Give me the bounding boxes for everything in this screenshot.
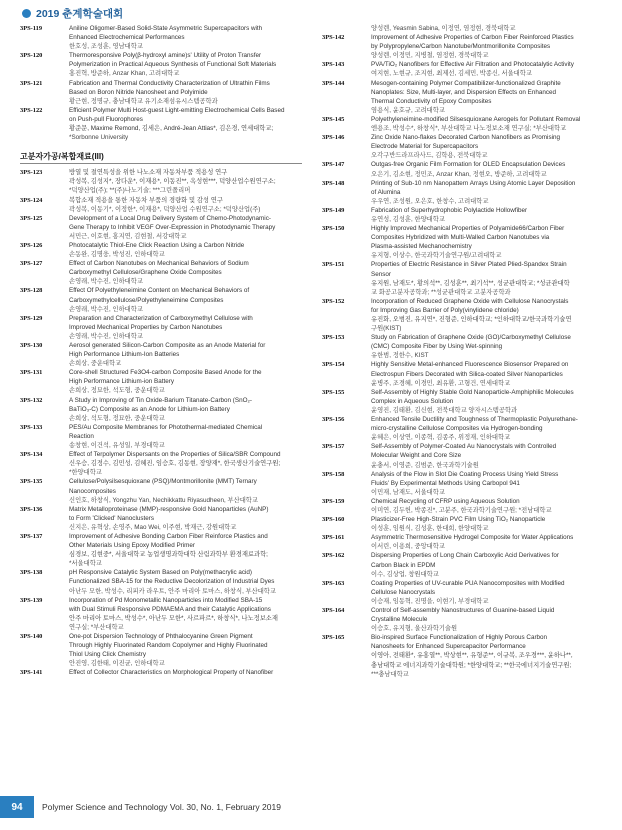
entry-body	[69, 596, 302, 632]
entry-line: 구원(KIST)	[371, 325, 402, 333]
entry-line: BaTiO₃-C) Composite as an Anode for Lithium-ion Battery	[69, 405, 230, 413]
abstract-entry	[322, 33, 604, 60]
entry-line: Thermoresponsive Poly(β-hydroxyl amine)s' Utility of Proton Transfer	[69, 52, 262, 60]
abstract-entry	[322, 415, 604, 442]
section-title: 고분자가공/복합재료(III)	[20, 151, 302, 164]
entry-line: 유진화, 오범진, 유지연*, 진형준, 인하대학교; *인하대학교/한국과학기술연	[371, 316, 572, 323]
entry-line: High Performance Lithium-ion Battery	[69, 378, 174, 386]
entry-line: Aniline Oligomer-Based Solid-State Asymmetric Supercapacitors with	[69, 25, 263, 32]
entry-line: micro-crystalline Cellulose Composites via Hydrogen-bonding	[371, 425, 543, 433]
entry-id: 3PS-149	[322, 206, 345, 214]
abstract-entry	[20, 24, 302, 51]
entry-line: Complex in Aqueous Solution	[371, 397, 454, 405]
entry-id: 3PS-127	[20, 260, 43, 268]
entry-body	[371, 160, 604, 178]
entry-line: Incorporation of Reduced Graphene Oxide with Cellulose Nanocrystals	[371, 297, 569, 305]
entry-id: 3PS-145	[322, 115, 345, 123]
entry-line: Sensor	[371, 270, 391, 278]
entry-id: 3PS-138	[20, 569, 43, 577]
entry-id: 3PS-128	[20, 287, 43, 295]
abstract-entry	[20, 168, 302, 195]
entry-id: 3PS-144	[322, 79, 345, 87]
entry-body	[69, 168, 302, 195]
entry-line: Molecular Weight and Core Size	[371, 452, 462, 460]
entry-id: 3PS-132	[20, 396, 43, 404]
entry-line: Plasma-assisted Mechanochemistry	[371, 243, 472, 251]
entry-line: 이미연, 김두헌, 박종진*, 고분주, 한국과학기술연구원; *전남대학교	[371, 506, 552, 514]
entry-line: 윤영진, 김태환, 김신현, 전북대학교 양자시스템공학과	[371, 406, 518, 414]
entry-line: 양성렌, 이정민, 지병철, 염정현, 경북대학교	[371, 52, 489, 60]
entry-line: One-pot Dispersion Technology of Phthalocyanine Green Pigment	[69, 633, 253, 640]
entry-line: 교 화공고분자공학과; **성균관대학교 고분자공학과	[371, 288, 511, 296]
entry-line: Functionalized SBA-15 for the Reductive Decolorization of Industrial Dyes	[69, 578, 275, 586]
abstract-entry	[20, 106, 302, 142]
abstract-entry	[322, 633, 604, 678]
entry-line: Cellulose Nanocrystals	[371, 588, 436, 596]
entry-line: Highly Improved Mechanical Properties of Polyamide66/Carbon Fiber	[371, 225, 565, 233]
entry-id: 3PS-123	[20, 169, 43, 177]
entry-id: 3PS-165	[322, 634, 345, 642]
entry-line: 연구실; *부산대학교	[69, 623, 124, 631]
entry-body	[371, 79, 604, 115]
entry-body	[371, 360, 604, 387]
entry-line: Mesogen-containing Polymer Compatibilizer-functionalized Graphite	[371, 79, 561, 87]
abstract-entry	[322, 260, 604, 296]
entry-line: to Form 'Clicked' Nanoclusters	[69, 514, 154, 522]
entry-id: 3PS-134	[20, 451, 43, 459]
entry-id: 3PS-140	[20, 633, 43, 640]
entry-line: 신인호, 하창식, Yongzhu Yan, Nechikkattu Riyasudheen, 부산대학교	[69, 496, 258, 504]
entry-line: 손희상, 정묘한, 석도형, 중운대학교	[69, 387, 165, 395]
entry-line: 손희상, 중운대학교	[69, 360, 122, 368]
entry-id: 3PS-130	[20, 342, 43, 349]
entry-line: Printing of Sub-10 nm Nanopattern Arrays Using Atomic Layer Deposition	[371, 179, 576, 187]
entry-line: 유연성, 김성훈, 한양대학교	[371, 215, 445, 223]
entry-body	[371, 206, 604, 224]
abstract-entry	[322, 497, 604, 515]
abstract-entry	[20, 532, 302, 568]
entry-line: Control of Self-assembly Nanostructures of Guanine-based Liquid	[371, 607, 555, 614]
entry-id: 3PS-125	[20, 214, 43, 222]
entry-line: Core-shell Structured Fe3O4-carbon Composite Based Anode for the	[69, 369, 262, 377]
entry-body	[69, 532, 302, 568]
entry-body	[69, 423, 302, 450]
entry-line: Efficient Polymer Multi Host-guest Light-emitting Electrochemical Cells Based	[69, 106, 285, 114]
abstract-entry	[20, 341, 302, 368]
entry-line: of Alumina	[371, 188, 401, 196]
entry-body	[371, 633, 604, 678]
entry-line: 손영래, 박수진, 인하대학교	[69, 332, 143, 340]
entry-body	[371, 533, 604, 551]
entry-id: 3PS-137	[20, 532, 43, 540]
page-number: 94	[0, 796, 34, 818]
entry-line: Enhanced Electrochemical Performances	[69, 34, 185, 42]
entry-body	[69, 214, 302, 241]
entry-line: 방열 및 절연특성을 위한 나노소재 자동차부품 적용성 연구	[69, 169, 228, 177]
abstract-entry	[322, 79, 604, 115]
abstract-entry	[322, 333, 604, 360]
abstract-entry	[20, 51, 302, 78]
entry-line: 안주 마리아 토마스, 박성수*, 아난두 모한*, 사르파르*, 하창식*, 나노정보소재	[69, 614, 278, 622]
abstract-entry	[20, 423, 302, 450]
entry-line: 신지은, 유혁상, 손영주, Mao Wei, 이주현, 박재근, 강원대학교	[69, 523, 237, 531]
entry-line: 이승호, 유지형, 울산과학기술원	[371, 625, 458, 633]
entry-line: 신우승, 김정수, 김민성, 김혜진, 임승호, 김동현, 장양재*, 한국생산기술연구원;	[69, 460, 281, 468]
entry-line: Incorporation of Pd Monometallic Nanoparticles into Modified SBA-15	[69, 596, 263, 604]
abstract-entry	[322, 470, 604, 497]
entry-line: Outgas-free Organic Film Formation for OLED Encapsulation Devices	[371, 161, 566, 169]
abstract-entry	[20, 450, 302, 477]
entry-line: 우우연, 조성원, 오은호, 한창수, 고려대학교	[371, 197, 489, 205]
entry-id: 3PS-155	[322, 388, 345, 396]
entry-body	[371, 470, 604, 497]
entry-id: 3PS-161	[322, 534, 345, 542]
abstract-entry	[322, 551, 604, 578]
entry-id: 3PS-148	[322, 179, 345, 187]
right-section-entries	[322, 33, 604, 679]
entry-body	[69, 396, 302, 423]
entry-line: High Performance Lithium-Ion Batteries	[69, 351, 180, 359]
entry-line: *서울대학교	[69, 560, 102, 568]
entry-body	[371, 442, 604, 469]
entry-line: 서민근, 이호현, 홍지연, 김현철, 서강대학교	[69, 232, 187, 240]
entry-line: Nanosheets for Enhanced Supercapacitor Performance	[371, 643, 526, 651]
entry-line: Improved Mechanical Properties by Carbon Nanotubes	[69, 323, 223, 331]
abstract-entry	[322, 579, 604, 606]
entry-line: Electrospun Fibers Decorated with Silica-coated Silver Nanoparticles	[371, 370, 563, 378]
abstract-entry	[322, 297, 604, 333]
entry-body	[69, 668, 302, 677]
entry-line: Crystalline Molecule	[371, 616, 428, 624]
entry-id: 3PS-126	[20, 241, 43, 249]
entry-line: 유지형, 이상수, 한국과학기술연구원/고려대학교	[371, 252, 502, 260]
entry-line: Self-Assembly of Highly Stable Gold Nanoparticle-Amphiphilic Molecules	[371, 388, 574, 396]
entry-id: 3PS-135	[20, 478, 43, 486]
entry-line: Fabrication of Superhydrophobic Polylactide Hollowfiber	[371, 206, 528, 214]
entry-line: Improvement of Adhesive Bonding Carbon Fiber Reinforce Plastics and	[69, 532, 268, 540]
entry-body	[69, 24, 302, 51]
entry-body	[69, 314, 302, 341]
entry-line: Properties of Electric Resistance in Silver Plated Plied-Spandex Strain	[371, 261, 567, 269]
left-top-entries	[20, 24, 302, 142]
entry-line: 곽성복, 김성지*, 장다운*, 이재용*, 이동진**, 옥성현***, 덕양산업수원연구소;	[69, 178, 276, 186]
entry-line: with Dual Stimuli Responsive PDMAEMA and their Catalytic Applications	[69, 605, 271, 613]
abstract-entry	[20, 596, 302, 632]
entry-line: *Sorbonne University	[69, 134, 129, 142]
entry-line: 황근현, 정명규, 충남대학교 유기소재섬유시스템공학과	[69, 97, 218, 105]
entry-line: Polymerization in Practical Aqueous Synthesis of Functional Soft Materials	[69, 61, 277, 69]
entry-id: 3PS-160	[322, 516, 345, 524]
entry-line: Enhanced Tensile Ductility and Toughness of Thermoplastic Polyurethane-	[371, 416, 578, 424]
entry-id: 3PS-133	[20, 423, 43, 431]
entry-id: 3PS-153	[322, 334, 345, 342]
abstract-entry	[322, 388, 604, 415]
entry-line: 이서린, 이용희, 중앙대학교	[371, 543, 445, 551]
abstract-entry	[20, 477, 302, 504]
entry-id: 3PS-163	[322, 579, 345, 587]
entry-line: 황준문, Maxime Remond, 김세은, André-Jean Attias*, 김은경, 연세대학교;	[69, 125, 274, 133]
abstract-entry	[322, 515, 604, 533]
entry-line: 이승재, 임동혁, 진명을, 이현기, 부경대학교	[371, 597, 489, 605]
left-column	[20, 24, 302, 677]
entry-line: Carboxymethyl Cellulose/Graphene Oxide Composites	[69, 269, 222, 277]
abstract-entry	[20, 241, 302, 259]
entry-body	[371, 515, 604, 533]
entry-line: 엔용조, 박성수*, 하창식*, 부산대학교 나노정보소재 연구실; *부산대학교	[371, 125, 567, 133]
entry-line: 복합소재 적용을 통한 자동차 부품의 경량화 및 감성 연구	[69, 196, 223, 204]
entry-line: 이민재, 남재도, 서울대학교	[371, 488, 445, 496]
entry-line: Reaction	[69, 432, 94, 440]
entry-body	[371, 497, 604, 515]
page-footer	[0, 796, 622, 818]
entry-id: 3PS-157	[322, 443, 345, 451]
entry-line: 윤병주, 조경혜, 이경민, 최유환, 고형건, 연세대학교	[371, 379, 511, 387]
entry-line: Dispersing Properties of Long Chain Carboxylic Acid Derivatives for	[371, 552, 559, 560]
abstract-entry	[20, 196, 302, 214]
entry-line: Effect Of Polyethyleneimine Content on Mechanical Behaviors of	[69, 287, 250, 295]
entry-body	[69, 568, 302, 595]
entry-line: Composites Hybridized with Multi-Walled Carbon Nanotubes via	[371, 234, 550, 242]
abstract-entry	[322, 206, 604, 224]
entry-body	[69, 368, 302, 395]
entry-line: Through Highly Fluorinated Random Copolymer and Highly Fluorinated	[69, 642, 268, 650]
entry-line: Gene Therapy to Inhibit VEGF Over-Expression in Photodynamic Therapy	[69, 223, 276, 231]
entry-id: 3PS-121	[20, 79, 43, 87]
abstract-entry	[322, 115, 604, 133]
entry-line: 손희상, 석도형, 정묘한, 중운대학교	[69, 414, 165, 422]
entry-line: Zinc Oxide Nano-flakes Decorated Carbon Nanofibers as Promising	[371, 134, 560, 142]
entry-id: 3PS-141	[20, 669, 43, 677]
entry-line: 송창현, 이건석, 유성일, 부경대학교	[69, 442, 165, 450]
abstract-entry	[322, 606, 604, 633]
entry-body	[371, 579, 604, 606]
entry-body	[371, 60, 604, 78]
entry-line: *한양대학교	[69, 469, 102, 477]
entry-body	[69, 477, 302, 504]
entry-body	[371, 133, 604, 160]
entry-line: Polyethyleneimine-modified Silsesquioxane Aerogels for Pollutant Removal	[371, 115, 581, 123]
entry-body	[371, 33, 604, 60]
abstract-entry	[322, 133, 604, 160]
entry-line: Self-Assembly of Polymer-Coated Au Nanocrystals with Controlled	[371, 443, 557, 451]
entry-line: Electrode Material for Supercapacitors	[371, 143, 479, 151]
entry-body	[371, 179, 604, 206]
entry-line: 이수, 김상업, 창원대학교	[371, 570, 439, 578]
entry-line: (CMC) Composite Fiber by Using Wet-spinning	[371, 343, 503, 351]
entry-line: Improvement of Adhesive Properties of Carbon Fiber Reinforced Plastics	[371, 34, 574, 42]
entry-body	[69, 196, 302, 214]
abstract-entry	[322, 60, 604, 78]
entry-line: by Polypropylene/Carbon Nanotube/Montmorillonite Composites	[371, 43, 551, 51]
entry-id: 3PS-159	[322, 497, 345, 505]
abstract-entry	[322, 442, 604, 469]
entry-line: 여지현, 노현규, 조지현, 최제선, 김세민, 박종신, 서울대학교	[371, 70, 532, 78]
continued-authors: 양성렌, Yeasmin Sabina, 이정연, 염정현, 경북대학교	[371, 25, 516, 32]
entry-body	[69, 505, 302, 532]
entry-line: Photocatalytic Thiol-Ene Click Reaction Using a Carbon Nitride	[69, 241, 245, 249]
entry-line: A Study in Improving of Tin Oxide-Barium Titanate-Carbon (SnO₂-	[69, 396, 253, 404]
abstract-entry	[322, 360, 604, 387]
entry-body	[371, 333, 604, 360]
entry-id: 3PS-147	[322, 161, 345, 169]
entry-line: for Improving Gas Barrier of Poly(vinylidene chloride)	[371, 306, 519, 314]
entry-line: Asymmetric Thermosensitive Hydrogel Composite for Water Applications	[371, 534, 574, 542]
header-title: 2019 춘계학술대회	[36, 8, 124, 20]
entry-line: Plasticizer-Free High-Strain PVC Film Using TiO₂ Nanoparticle	[371, 516, 546, 524]
entry-line: Nanoplates: Size, Multi-layer, and Dispersion Effects on Enhanced	[371, 88, 557, 96]
entry-body	[371, 115, 604, 133]
entry-id: 3PS-124	[20, 196, 43, 204]
entry-line: Carbon Black in EPDM	[371, 561, 436, 569]
entry-id: 3PS-164	[322, 607, 345, 614]
entry-line: Matrix Metalloproteinase (MMP)-responsive Gold Nanoparticles (AuNP)	[69, 505, 269, 513]
entry-line: Based on Boron Nitride Nanosheet and Polyimide	[69, 88, 208, 96]
abstract-entry	[322, 224, 604, 260]
entry-body	[371, 224, 604, 260]
entry-line: 한호성, 조성훈, 영남대학교	[69, 43, 143, 51]
entry-line: on Push-pull Fluorophores	[69, 115, 143, 123]
entry-line: 이영아, 전태환*, 유홍열**, 박상현**, 유형준**, 이규복, 조우경***, 윤하나**,	[371, 652, 573, 660]
left-section-entries	[20, 168, 302, 677]
abstract-entry	[20, 214, 302, 241]
entry-line: 손영래, 박수진, 인하대학교	[69, 305, 143, 313]
entry-line: Development of a Local Drug Delivery System of Chemo-Photodynamic-	[69, 214, 271, 222]
entry-line: pH Responsive Catalytic System Based on Poly(methacrylic acid)	[69, 569, 253, 577]
entry-line: Thiol Using Click Chemistry	[69, 651, 146, 659]
abstract-entry	[322, 160, 604, 178]
entry-body	[371, 551, 604, 578]
entry-id: 3PS-158	[322, 470, 345, 478]
abstract-entry	[20, 568, 302, 595]
entry-body	[371, 415, 604, 442]
entry-line: 심경보, 김현중*, 서울대학교 농업생명과학대학 산림과학부 환경재료과학;	[69, 551, 268, 559]
entry-id: 3PS-142	[322, 34, 345, 42]
abstract-entry	[20, 368, 302, 395]
entry-body	[371, 260, 604, 296]
entry-line: Bio-inspired Surface Functionalization of Highly Porous Carbon	[371, 634, 548, 642]
entry-line: 유한범, 정한수, KIST	[371, 352, 429, 360]
entry-id: 3PS-152	[322, 297, 345, 305]
entry-line: Preparation and Characterization of Carboxymethyl Cellulose with	[69, 314, 253, 322]
journal-info: Polymer Science and Technology Vol. 30, No. 1, February 2019	[42, 802, 281, 812]
entry-line: Nanocomposites	[69, 487, 116, 495]
abstract-entry	[322, 533, 604, 551]
entry-line: 유지원, 남재도*, 황의석**, 김성훈**, 최기석**, 성균관대학교; *성균관대학	[371, 279, 570, 287]
entry-line: PVA/TiO₂ Nanofibers for Effective Air Filtration and Photocatalytic Activity	[371, 61, 574, 69]
entry-body	[69, 51, 302, 78]
entry-id: 3PS-146	[322, 134, 345, 142]
abstract-entry	[20, 314, 302, 341]
entry-body	[69, 286, 302, 313]
entry-line: Highly Sensitive Metal-enhanced Fluorescence Biosensor Prepared on	[371, 361, 569, 369]
entry-body	[371, 606, 604, 633]
circle-bullet-icon	[22, 9, 31, 18]
entry-line: 곽성복, 이동기*, 이정한*, 이재용*, 덕양산업 수원연구소; *덕양산업(주)	[69, 205, 261, 213]
abstract-entry	[20, 632, 302, 668]
entry-body	[69, 632, 302, 668]
entry-id: 3PS-156	[322, 416, 345, 424]
entry-body	[371, 388, 604, 415]
page-header	[22, 6, 123, 21]
entry-line: 오은기, 김소현, 정민조, Anzar Khan, 정현오, 방준하, 고려대학교	[371, 170, 547, 178]
entry-id: 3PS-139	[20, 596, 43, 604]
entry-line: Aerosol generated Silicon-Carbon Composite as an Anode Material for	[69, 342, 266, 349]
abstract-entry	[20, 505, 302, 532]
entry-id: 3PS-131	[20, 369, 43, 377]
entry-line: PES/Au Composite Membranes for Photothermal-mediated Chemical	[69, 423, 263, 431]
entry-line: 염용식, 윤호규, 고려대학교	[371, 106, 445, 114]
entry-id: 3PS-119	[20, 25, 43, 32]
entry-line: 손동완, 김명웅, 박성진, 인하대학교	[69, 251, 165, 259]
entry-id: 3PS-122	[20, 106, 43, 114]
entry-body	[69, 259, 302, 286]
entry-line: *덕양산업(주); **(주)나노기술; ***그린폴리머	[69, 187, 191, 195]
entry-line: Effect of Collector Characteristics on Morphological Property of Nanofiber	[69, 669, 274, 677]
entry-body	[69, 79, 302, 106]
entry-id: 3PS-151	[322, 261, 345, 269]
entry-line: Chemical Recycling of CFRP using Aqueous Solution	[371, 497, 520, 505]
entry-line: 아난두 모한, 박성수, 리피카 라우트, 안주 마리아 토마스, 하창식, 부산대학교	[69, 587, 276, 595]
entry-line: ***충남대학교	[371, 670, 409, 678]
entry-line: 손영래, 박수진, 인하대학교	[69, 278, 143, 286]
entry-id: 3PS-129	[20, 314, 43, 322]
entry-line: Other Materials Using Epoxy Modified Primer	[69, 542, 195, 550]
entry-id: 3PS-143	[322, 61, 345, 69]
entry-line: 충남대학교 에너지과학기술대학원; *한양대학교; **한국에너지기술연구원;	[371, 661, 572, 669]
entry-line: Coating Properties of UV-curable PUA Nanocomposites with Modified	[371, 579, 565, 587]
entry-line: Carboxymethylcellulose/Polyethyleneimine Composites	[69, 296, 224, 304]
entry-line: 안진영, 김한태, 이진균, 인하대학교	[69, 660, 165, 668]
entry-line: 홍진혁, 방준하, Anzar Khan, 고려대학교	[69, 70, 180, 78]
entry-id: 3PS-162	[322, 552, 345, 560]
entry-line: Effect of Terpolymer Dispersants on the Properties of Silica/SBR Compound	[69, 451, 281, 459]
entry-line: Study on Fabrication of Graphene Oxide (GO)/Carboxymethyl Cellulose	[371, 334, 571, 342]
abstract-entry	[20, 286, 302, 313]
entry-id: 3PS-154	[322, 361, 345, 369]
right-column	[322, 24, 604, 679]
entry-body	[69, 341, 302, 368]
abstract-entry	[20, 668, 302, 677]
entry-line: 윤혜은, 이상연, 이종혁, 김종주, 위정재, 인하대학교	[371, 434, 511, 442]
entry-id: 3PS-120	[20, 52, 43, 60]
entry-line: 윤충서, 이영준, 김범준, 한국과학기술원	[371, 461, 479, 469]
entry-id: 3PS-150	[322, 225, 345, 233]
abstract-entry	[20, 396, 302, 423]
entry-body	[69, 450, 302, 477]
abstract-entry	[20, 259, 302, 286]
abstract-entry	[322, 179, 604, 206]
entry-body	[69, 106, 302, 142]
entry-line: 오각구반드라프라사드, 김학용, 전북대학교	[371, 152, 488, 160]
entry-line: 이성훈, 임원식, 김성훈, 한대희, 한양대학교	[371, 525, 489, 533]
entry-line: Cellulose/Polysilsesquioxane (PSQ)/Montmorillonite (MMT) Ternary	[69, 478, 257, 486]
entry-line: Effect of Carbon Nanotubes on Mechanical Behaviors of Sodium	[69, 260, 249, 268]
entry-id: 3PS-136	[20, 505, 43, 513]
entry-line: Thermal Conductivity of Epoxy Composites	[371, 97, 492, 105]
entry-body	[69, 241, 302, 259]
abstract-entry	[20, 79, 302, 106]
entry-line: Fabrication and Thermal Conductivity Characterization of Ultrathin Films	[69, 79, 270, 87]
entry-line: Fluids' By Experimental Methods Using Carbopol 941	[371, 479, 520, 487]
entry-body	[371, 297, 604, 333]
entry-line: Analysis of the Flow in Slot Die Coating Process Using Yield Stress	[371, 470, 559, 478]
